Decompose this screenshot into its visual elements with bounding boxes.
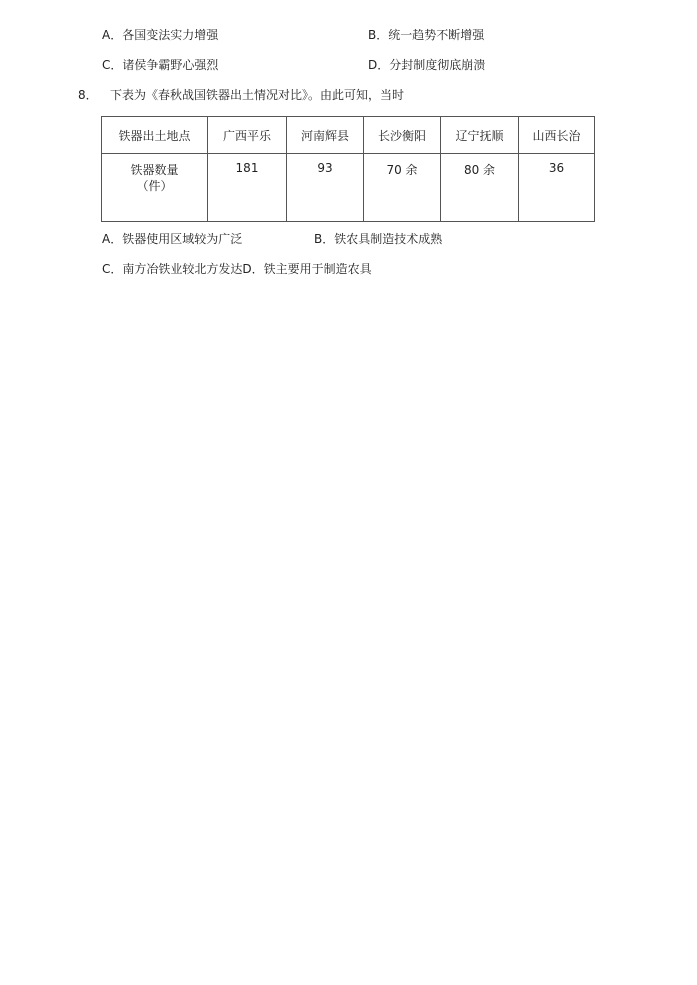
count-cell: 80 余 [441, 154, 519, 222]
q8-stem: 下表为《春秋战国铁器出土情况对比》。由此可知，当时 [110, 88, 405, 102]
table-count-row [102, 154, 595, 222]
location-cell: 广西平乐 [208, 117, 287, 154]
q8-option-b: B．铁农具制造技术成熟 [314, 232, 443, 246]
count-cell: 36 [519, 154, 595, 222]
q7-option-d: D．分封制度彻底崩溃 [368, 58, 486, 72]
location-cell: 辽宁抚顺 [441, 117, 519, 154]
q8-number: 8． [78, 88, 98, 102]
count-cell: 93 [287, 154, 364, 222]
q8-option-cd [102, 261, 372, 277]
count-label-cell [102, 154, 208, 222]
count-cell: 70 余 [364, 154, 441, 222]
location-cell: 河南辉县 [287, 117, 364, 154]
q8-option-d: D．铁主要用于制造农具 [242, 262, 372, 276]
table-header-row [102, 117, 595, 154]
iron-findings-table [101, 116, 595, 222]
q7-option-b: B．统一趋势不断增强 [368, 28, 485, 42]
count-label-line1: 铁器数量 [130, 163, 179, 177]
count-cell: 181 [208, 154, 287, 222]
q8-option-a: A．铁器使用区域较为广泛 [102, 232, 243, 246]
q7-option-a: A．各国变法实力增强 [102, 28, 219, 42]
location-cell: 长沙衡阳 [364, 117, 441, 154]
count-label-line2: （件） [136, 179, 173, 193]
header-label-cell: 铁器出土地点 [102, 117, 208, 154]
q7-option-c: C．诸侯争霸野心强烈 [102, 58, 219, 72]
q8-option-c: C．南方冶铁业较北方发达 [102, 262, 243, 276]
location-cell: 山西长治 [519, 117, 595, 154]
